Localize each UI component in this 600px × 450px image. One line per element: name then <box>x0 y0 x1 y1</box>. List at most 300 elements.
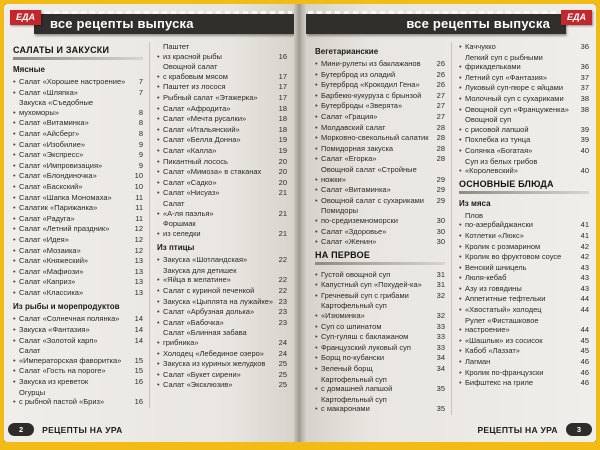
toc-item <box>157 146 287 156</box>
toc-item-line: Салат «Каприз» <box>19 277 76 287</box>
toc-item-title <box>321 165 432 184</box>
toc-item-title <box>19 235 130 245</box>
toc-item-title <box>465 316 576 335</box>
toc-item <box>13 277 143 287</box>
toc-item <box>157 114 287 124</box>
bullet-icon: • <box>315 353 318 363</box>
bullet-icon: • <box>157 338 160 348</box>
toc-item-line: Салат «Блондиночка» <box>19 171 97 181</box>
toc-item-title <box>465 135 576 145</box>
toc-item <box>315 101 445 111</box>
toc-item-line: Помидоры <box>321 206 359 216</box>
bullet-icon: • <box>459 346 462 356</box>
toc-item-page: 12 <box>134 224 143 234</box>
toc-item-page: 35 <box>436 384 445 394</box>
bullet-icon: • <box>13 171 16 181</box>
toc-item-title <box>321 395 432 414</box>
toc-item-line: Лагман <box>465 357 491 367</box>
toc-item-line: Мини-рулеты из баклажанов <box>321 59 421 68</box>
toc-item-page: 19 <box>278 135 287 145</box>
bullet-icon: • <box>315 226 318 236</box>
toc-item-title <box>19 88 130 98</box>
toc-item-line: Салат «Эксклюзив» <box>163 380 233 390</box>
toc-item-line: Паштет <box>163 42 190 51</box>
toc-item-title <box>321 280 432 290</box>
toc-item-title <box>163 255 274 265</box>
bullet-icon: • <box>13 256 16 266</box>
toc-item-line: Салат «Шляпка» <box>19 87 78 97</box>
toc-item-title <box>163 297 274 307</box>
toc-item-page: 25 <box>278 359 287 369</box>
toc-item-line: настроение» <box>465 325 510 335</box>
toc-item-title <box>321 353 432 363</box>
bullet-icon: • <box>315 332 318 342</box>
toc-item-page: 26 <box>436 69 445 79</box>
bullet-icon: • <box>13 377 16 387</box>
toc-item-page: 14 <box>134 335 143 345</box>
toc-item <box>13 140 143 150</box>
toc-item-page: 29 <box>436 174 445 184</box>
toc-item-line: Салат «Идея» <box>19 234 69 244</box>
bullet-icon: • <box>157 103 160 113</box>
bullet-icon: • <box>13 245 16 255</box>
toc-item <box>13 98 143 117</box>
left-page-footer <box>12 423 286 436</box>
toc-item <box>13 193 143 203</box>
toc-item-title <box>465 368 576 378</box>
toc-item-title <box>465 263 576 273</box>
toc-item-page: 37 <box>580 72 589 82</box>
toc-item-title <box>163 219 274 238</box>
toc-item-title <box>163 307 274 317</box>
toc-item-title <box>163 359 274 369</box>
left-page <box>4 4 294 442</box>
toc-item-title <box>19 325 130 335</box>
toc-item <box>13 346 143 365</box>
toc-item-title <box>19 214 130 224</box>
toc-item <box>157 318 287 328</box>
bullet-icon: • <box>13 128 16 138</box>
toc-item-line: Салат «Баскский» <box>19 181 83 191</box>
toc-item <box>157 82 287 92</box>
toc-item <box>315 206 445 225</box>
toc-item <box>13 150 143 160</box>
toc-item-page: 16 <box>278 51 287 61</box>
toc-item <box>459 263 589 273</box>
toc-item-line: из красной рыбы <box>163 51 222 61</box>
toc-item-line: Салат «Егорка» <box>321 154 377 164</box>
toc-item-page: 16 <box>134 377 143 387</box>
bullet-icon: • <box>13 397 16 407</box>
toc-item-page: 27 <box>436 101 445 111</box>
toc-item-line: Огурцы <box>19 387 46 397</box>
toc-item-line: Салат «Блинная забава <box>163 328 247 338</box>
toc-item-title <box>19 314 130 324</box>
toc-item-line: Салат «Садко» <box>163 177 217 187</box>
toc-item <box>315 80 445 90</box>
toc-item-page: 36 <box>580 62 589 72</box>
toc-item <box>315 144 445 154</box>
left-page-columns <box>4 34 294 408</box>
toc-item <box>157 135 287 145</box>
page-number-badge: 3 <box>566 423 592 436</box>
toc-item <box>13 246 143 256</box>
toc-item-line: по-средиземноморски <box>321 215 398 225</box>
toc-item <box>459 378 589 388</box>
toc-item-line: с рыбной пастой «Бриз» <box>19 397 105 407</box>
bullet-icon: • <box>315 69 318 79</box>
toc-item-title <box>163 286 274 296</box>
toc-item-title <box>163 167 274 177</box>
toc-item-title <box>321 112 432 122</box>
toc-item-title <box>19 224 130 234</box>
bullet-icon: • <box>315 269 318 279</box>
toc-item-line: «Шашлык» из сосисок <box>465 335 543 345</box>
toc-item-page: 24 <box>278 348 287 358</box>
toc-item <box>157 297 287 307</box>
toc-item-title <box>321 154 432 164</box>
toc-item-page: 25 <box>278 380 287 390</box>
toc-column <box>13 42 143 408</box>
toc-item <box>13 214 143 224</box>
bullet-icon: • <box>157 286 160 296</box>
bullet-icon: • <box>459 166 462 176</box>
bullet-icon: • <box>459 145 462 155</box>
bullet-icon: • <box>13 203 16 213</box>
toc-item <box>315 185 445 195</box>
toc-item-page: 10 <box>134 181 143 191</box>
toc-item-page: 40 <box>580 166 589 176</box>
toc-item-page: 38 <box>580 93 589 103</box>
toc-item-line: Салат «Белла Донна» <box>163 135 241 145</box>
toc-item-line: с крабовым мясом <box>163 71 228 81</box>
toc-item <box>459 336 589 346</box>
toc-item-page: 22 <box>278 286 287 296</box>
toc-item <box>459 231 589 241</box>
toc-item-page: 43 <box>580 283 589 293</box>
toc-item <box>315 133 445 143</box>
bullet-icon: • <box>459 378 462 388</box>
toc-item <box>315 322 445 332</box>
toc-item-title <box>321 80 432 90</box>
toc-item-line: Салат <box>163 198 185 208</box>
toc-item-title <box>465 378 576 388</box>
section-heading: САЛАТЫ И ЗАКУСКИ <box>13 45 110 55</box>
bullet-icon: • <box>157 307 160 317</box>
toc-item-line: Паштет из лосося <box>163 82 226 92</box>
toc-item-title <box>19 366 130 376</box>
toc-item-line: Азу из говядины <box>465 283 522 293</box>
toc-item-title <box>19 150 130 160</box>
toc-item-title <box>465 357 576 367</box>
toc-item <box>157 380 287 390</box>
toc-item <box>315 123 445 133</box>
toc-item-line: Салат «Мозаика» <box>19 245 81 255</box>
toc-item-line: Салат «Букет сирени» <box>163 369 241 379</box>
toc-item <box>315 154 445 164</box>
toc-item-line: Гречневый суп с грибами <box>321 290 409 300</box>
toc-item-line: Салат «Нисуаз» <box>163 188 220 198</box>
toc-item-page: 38 <box>580 104 589 114</box>
toc-item-page: 45 <box>580 346 589 356</box>
toc-item-title <box>321 364 432 374</box>
toc-item-line: Французский луковый суп <box>321 342 411 352</box>
subsection-heading: Из мяса <box>459 198 491 208</box>
bullet-icon: • <box>13 192 16 202</box>
toc-item-page: 18 <box>278 114 287 124</box>
toc-item <box>157 286 287 296</box>
bullet-icon: • <box>157 145 160 155</box>
bullet-icon: • <box>13 355 16 365</box>
bullet-icon: • <box>315 321 318 331</box>
toc-item-line: «Королевский» <box>465 166 518 176</box>
toc-item <box>157 359 287 369</box>
toc-item-title <box>163 380 274 390</box>
toc-item-page: 11 <box>135 203 143 213</box>
toc-item-page: 20 <box>278 167 287 177</box>
toc-item <box>13 129 143 139</box>
toc-item-line: Салат «Итальянский» <box>163 124 240 134</box>
bullet-icon: • <box>13 287 16 297</box>
toc-item <box>315 301 445 320</box>
toc-item <box>13 336 143 346</box>
footer-label: РЕЦЕПТЫ НА УРА <box>477 424 558 435</box>
toc-item <box>315 165 445 184</box>
toc-item <box>315 280 445 290</box>
toc-item-title <box>321 101 432 111</box>
toc-item <box>459 94 589 104</box>
toc-item <box>459 242 589 252</box>
toc-item <box>157 157 287 167</box>
toc-item-page: 39 <box>580 135 589 145</box>
bullet-icon: • <box>459 230 462 240</box>
toc-item-line: Закуска из куриных желудков <box>163 359 266 369</box>
toc-item-line: Овощной салат с сухариками <box>321 195 424 205</box>
toc-item-page: 36 <box>580 42 589 51</box>
toc-item-page: 26 <box>436 59 445 68</box>
toc-item-page: 26 <box>436 80 445 90</box>
toc-item-line: с макаронами <box>321 404 370 414</box>
toc-item-page: 9 <box>138 150 143 160</box>
toc-item-page: 14 <box>134 325 143 335</box>
toc-item <box>459 83 589 93</box>
toc-item-line: Салат «Калла» <box>163 145 217 155</box>
toc-item-title <box>321 123 432 133</box>
toc-item-line: Салат «Хорошее настроение» <box>19 77 126 86</box>
toc-item <box>157 199 287 218</box>
right-page <box>306 4 596 442</box>
toc-item-title <box>163 135 274 145</box>
toc-item-page: 8 <box>138 128 143 138</box>
toc-item-title <box>465 157 576 176</box>
toc-item <box>13 288 143 298</box>
toc-item-line: Молочный суп с сухариками <box>465 93 564 103</box>
toc-item-page: 34 <box>436 353 445 363</box>
toc-item-title <box>163 349 274 359</box>
toc-item <box>13 388 143 407</box>
toc-item-line: Салат «Мафиози» <box>19 266 84 276</box>
bullet-icon: • <box>157 348 160 358</box>
toc-item-title <box>321 144 432 154</box>
toc-item-page: 29 <box>436 185 445 195</box>
toc-item-page: 28 <box>436 154 445 164</box>
bullet-icon: • <box>459 335 462 345</box>
toc-item-title <box>163 146 274 156</box>
toc-item-line: Овощной салат <box>163 62 218 72</box>
toc-item-page: 10 <box>134 171 143 181</box>
toc-item <box>315 395 445 414</box>
right-page-columns <box>306 34 596 415</box>
bullet-icon: • <box>459 241 462 251</box>
toc-item-title <box>19 118 130 128</box>
toc-item-line: Салат «Витаминка» <box>321 185 391 195</box>
toc-item <box>315 70 445 80</box>
bullet-icon: • <box>157 51 160 61</box>
bullet-icon: • <box>157 275 160 285</box>
toc-item-page: 13 <box>134 287 143 297</box>
toc-item-page: 17 <box>278 71 287 81</box>
toc-item-page: 31 <box>436 280 445 290</box>
toc-item-page: 33 <box>436 342 445 352</box>
toc-item <box>13 171 143 181</box>
toc-item-line: Молдавский салат <box>321 122 386 132</box>
toc-item-line: Салат «Радуга» <box>19 213 75 223</box>
toc-item <box>459 346 589 356</box>
page-title: все рецепты выпуска <box>34 14 294 34</box>
bullet-icon: • <box>459 42 462 51</box>
subsection-heading: Вегетарианские <box>315 47 379 56</box>
toc-item-page: 32 <box>436 311 445 321</box>
toc-item-page: 28 <box>436 133 445 143</box>
toc-item <box>13 267 143 277</box>
toc-item-line: Зеленый борщ <box>321 364 373 374</box>
toc-item <box>157 125 287 135</box>
toc-item-line: Морковно-свекольный салатик <box>321 133 429 143</box>
toc-item-title <box>321 70 432 80</box>
toc-item-page: 14 <box>134 314 143 324</box>
toc-item-line: Салат «Экспресс» <box>19 150 84 160</box>
toc-item-page: 13 <box>134 266 143 276</box>
toc-item-title <box>19 203 130 213</box>
toc-item-title <box>19 267 130 277</box>
toc-item-title <box>321 332 432 342</box>
toc-item-title <box>465 284 576 294</box>
toc-item-title <box>163 199 274 218</box>
toc-item-line: «Императорская фаворитка» <box>19 355 122 365</box>
bullet-icon: • <box>13 234 16 244</box>
bullet-icon: • <box>315 280 318 290</box>
toc-item-line: «Хвостатый» холодец <box>465 305 542 315</box>
bullet-icon: • <box>315 122 318 132</box>
toc-item-line: Салат «Мечта русалки» <box>163 114 247 124</box>
toc-item-page: 33 <box>436 332 445 342</box>
bullet-icon: • <box>459 273 462 283</box>
bullet-icon: • <box>157 188 160 198</box>
toc-item <box>459 316 589 335</box>
bullet-icon: • <box>459 220 462 230</box>
toc-item-title <box>465 115 576 134</box>
toc-item <box>315 353 445 363</box>
toc-item-title <box>19 129 130 139</box>
toc-item-page: 23 <box>278 296 287 306</box>
toc-item-line: с рисовой лапшой <box>465 124 529 134</box>
toc-item <box>13 366 143 376</box>
toc-item-line: Салат «Импровизация» <box>19 160 103 170</box>
bullet-icon: • <box>13 107 16 117</box>
toc-item-title <box>163 266 274 285</box>
toc-item-title <box>19 256 130 266</box>
toc-item-page: 25 <box>278 369 287 379</box>
toc-item-page: 20 <box>278 156 287 166</box>
toc-item-page: 46 <box>580 357 589 367</box>
bullet-icon: • <box>157 380 160 390</box>
footer-label: РЕЦЕПТЫ НА УРА <box>42 424 123 435</box>
toc-item-line: фрикадельками <box>465 62 521 72</box>
toc-item-page: 28 <box>436 122 445 132</box>
toc-column <box>149 42 287 408</box>
toc-item-page: 29 <box>436 195 445 205</box>
toc-item-page: 24 <box>278 338 287 348</box>
toc-item-line: Холодец «Лебединое озеро» <box>163 348 264 358</box>
toc-item-title <box>465 336 576 346</box>
toc-item <box>157 266 287 285</box>
toc-item-line: Закуска «Цыплята на лужайке» <box>163 296 274 306</box>
bullet-icon: • <box>13 181 16 191</box>
toc-item-page: 42 <box>580 252 589 262</box>
toc-item-line: Солянка «Богатая» <box>465 145 533 155</box>
toc-item <box>459 157 589 176</box>
toc-item-line: Салат <box>19 346 41 356</box>
toc-item <box>157 167 287 177</box>
toc-item-title <box>321 59 432 69</box>
toc-item-page: 19 <box>278 145 287 155</box>
bullet-icon: • <box>157 124 160 134</box>
toc-item <box>315 364 445 374</box>
toc-item-line: Кабоб «Лаззат» <box>465 346 520 356</box>
toc-item-page: 46 <box>580 367 589 377</box>
toc-item-page: 15 <box>134 366 143 376</box>
section-rule <box>459 191 589 194</box>
toc-item-title <box>321 237 432 247</box>
toc-item-line: Суп-гуляш с баклажаном <box>321 332 409 342</box>
toc-item-title <box>465 73 576 83</box>
toc-item-page: 30 <box>436 237 445 247</box>
toc-item-title <box>19 98 130 117</box>
toc-item-title <box>19 277 130 287</box>
toc-item <box>315 227 445 237</box>
toc-item-title <box>163 93 274 103</box>
toc-item-page: 44 <box>580 294 589 304</box>
bullet-icon: • <box>157 156 160 166</box>
toc-item-line: Плов <box>465 210 484 220</box>
toc-item-title <box>465 53 576 72</box>
toc-item-line: Бутерброд «Крокодил Гена» <box>321 80 420 90</box>
toc-item-line: Рулет «Фисташковое <box>465 315 539 325</box>
toc-item-title <box>465 105 576 115</box>
toc-item-title <box>163 370 274 380</box>
bullet-icon: • <box>315 311 318 321</box>
toc-item <box>315 343 445 353</box>
bullet-icon: • <box>459 135 462 145</box>
toc-item <box>315 59 445 69</box>
bullet-icon: • <box>459 325 462 335</box>
toc-item-title <box>321 322 432 332</box>
bullet-icon: • <box>13 325 16 335</box>
toc-item <box>157 42 287 61</box>
toc-item <box>13 77 143 87</box>
toc-item <box>459 73 589 83</box>
toc-item-title <box>163 157 274 167</box>
